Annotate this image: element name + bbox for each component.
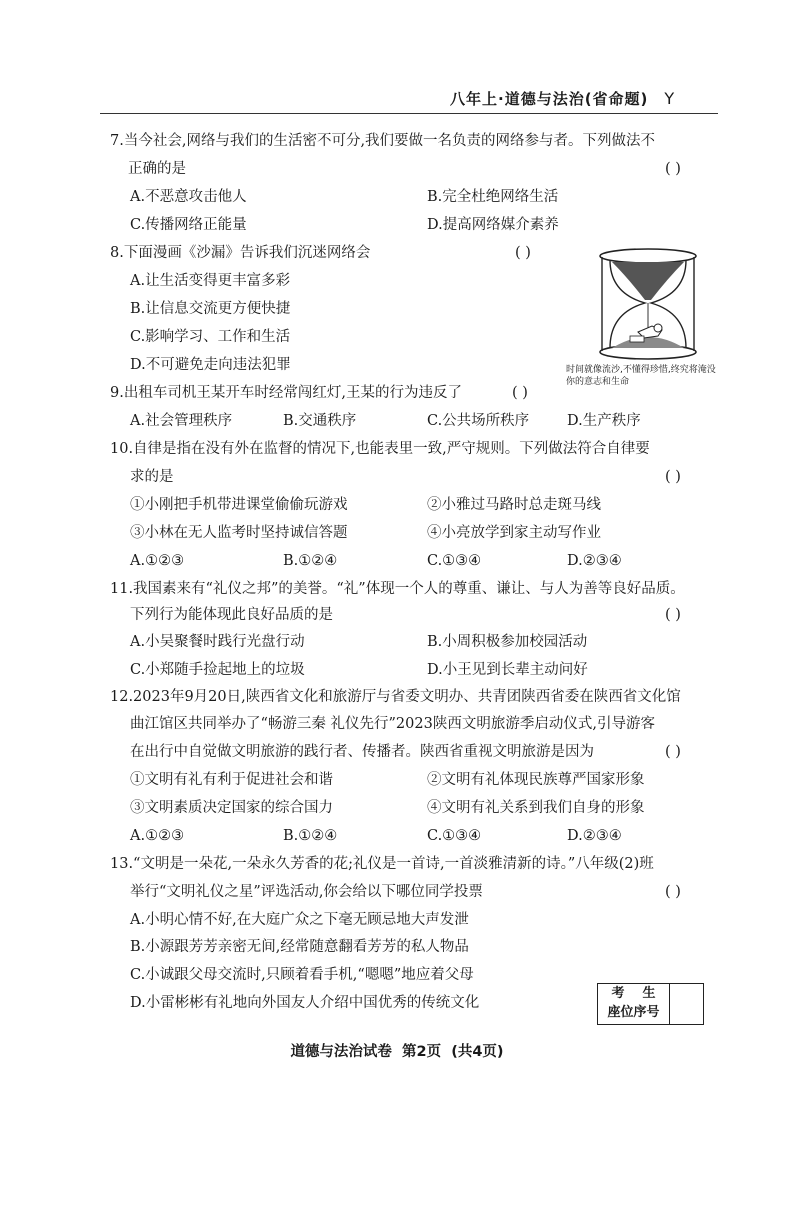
q13-answer-blank: ( ) [665,884,681,900]
q13-option-b: B.小源跟芳芳亲密无间,经常随意翻看芳芳的私人物品 [130,939,469,955]
q11-answer-blank: ( ) [665,607,681,623]
q12-stem-line2: 曲江馆区共同举办了“畅游三秦 礼仪先行”2023陕西文明旅游季启动仪式,引导游客 [130,716,655,732]
q9-answer-blank: ( ) [512,385,528,401]
q7-answer-blank: ( ) [665,161,681,177]
q9-option-d: D.生产秩序 [567,413,641,429]
q11-option-a: A.小吴聚餐时践行光盘行动 [130,634,305,650]
q12-statement-3: ③文明素质决定国家的综合国力 [130,800,333,816]
header-divider [100,113,718,114]
q10-stem-line2: 求的是 [130,469,174,485]
q8-option-d: D.不可避免走向违法犯罪 [130,357,291,373]
q12-stem-line3: 在出行中自觉做文明旅游的践行者、传播者。陕西省重视文明旅游是因为 [130,744,594,760]
q7-option-c: C.传播网络正能量 [130,217,247,233]
q10-option-d: D.②③④ [567,553,622,569]
q12-statement-1: ①文明有礼有利于促进社会和谐 [130,772,333,788]
q10-statement-3: ③小林在无人监考时坚持诚信答题 [130,525,348,541]
q12-statement-4: ④文明有礼关系到我们自身的形象 [427,800,645,816]
page-header [450,88,675,109]
q7-stem-line1: 7.当今社会,网络与我们的生活密不可分,我们要做一名负责的网络参与者。下列做法不 [110,133,656,149]
q9-option-b: B.交通秩序 [283,413,357,429]
q10-stem-line1: 10.自律是指在没有外在监督的情况下,也能表里一致,严守规则。下列做法符合自律要 [110,441,650,457]
q10-statement-1: ①小刚把手机带进课堂偷偷玩游戏 [130,497,348,513]
q8-option-b: B.让信息交流更方便快捷 [130,301,291,317]
page-footer: 道德与法治试卷 第2页 (共4页) [290,1044,504,1060]
q10-answer-blank: ( ) [665,469,681,485]
q8-option-c: C.影响学习、工作和生活 [130,329,291,345]
q9-stem: 9.出租车司机王某开车时经常闯红灯,王某的行为违反了 [110,385,462,401]
q11-stem-line2: 下列行为能体现此良好品质的是 [130,607,333,623]
q8-stem: 8.下面漫画《沙漏》告诉我们沉迷网络会 [110,245,371,261]
q13-option-c: C.小诚跟父母交流时,只顾着看手机,“嗯嗯”地应着父母 [130,967,474,983]
header-version-letter: Y [664,89,676,108]
q10-statement-4: ④小亮放学到家主动写作业 [427,525,601,541]
seat-label-line2: 座位序号 [607,1005,660,1020]
q8-option-a: A.让生活变得更丰富多彩 [130,273,291,289]
q7-stem-line2: 正确的是 [128,161,186,177]
q7-option-b: B.完全杜绝网络生活 [427,189,559,205]
hourglass-cartoon [588,248,708,360]
q12-statement-2: ②文明有礼体现民族尊严国家形象 [427,772,645,788]
q12-option-c: C.①③④ [427,828,482,844]
q13-option-a: A.小明心情不好,在大庭广众之下毫无顾忌地大声发泄 [130,912,469,928]
q12-option-a: A.①②③ [130,828,185,844]
cartoon-caption: 时间就像流沙,不懂得珍惜,终究将淹没你的意志和生命 [566,365,716,387]
q13-option-d: D.小雷彬彬有礼地向外国友人介绍中国优秀的传统文化 [130,995,480,1011]
q7-option-d: D.提高网络媒介素养 [427,217,559,233]
q11-stem-line1: 11.我国素来有“礼仪之邦”的美誉。“礼”体现一个人的尊重、谦让、与人为善等良好品质。 [110,581,685,597]
q10-option-b: B.①②④ [283,553,338,569]
seat-number-box [597,983,704,1025]
q12-answer-blank: ( ) [665,744,681,760]
q13-stem-line2: 举行“文明礼仪之星”评选活动,你会给以下哪位同学投票 [130,884,483,900]
q9-option-a: A.社会管理秩序 [130,413,233,429]
q12-stem-line1: 12.2023年9月20日,陕西省文化和旅游厅与省委文明办、共青团陕西省委在陕西省文化馆 [110,689,681,705]
q12-option-b: B.①②④ [283,828,338,844]
q8-answer-blank: ( ) [515,245,531,261]
q11-option-d: D.小王见到长辈主动问好 [427,662,588,678]
q11-option-c: C.小郑随手捡起地上的垃圾 [130,662,305,678]
q10-option-c: C.①③④ [427,553,482,569]
q9-option-c: C.公共场所秩序 [427,413,530,429]
q10-option-a: A.①②③ [130,553,185,569]
q7-option-a: A.不恶意攻击他人 [130,189,247,205]
seat-label-line1: 考 生 [611,986,656,1001]
q13-stem-line1: 13.“文明是一朵花,一朵永久芳香的花;礼仪是一首诗,一首淡雅清新的诗。”八年级(2)班 [110,856,654,872]
q11-option-b: B.小周积极参加校园活动 [427,634,588,650]
q10-statement-2: ②小雅过马路时总走斑马线 [427,497,601,513]
seat-number-label [598,984,670,1024]
q12-option-d: D.②③④ [567,828,622,844]
header-title: 八年上·道德与法治(省命题) [450,90,649,108]
